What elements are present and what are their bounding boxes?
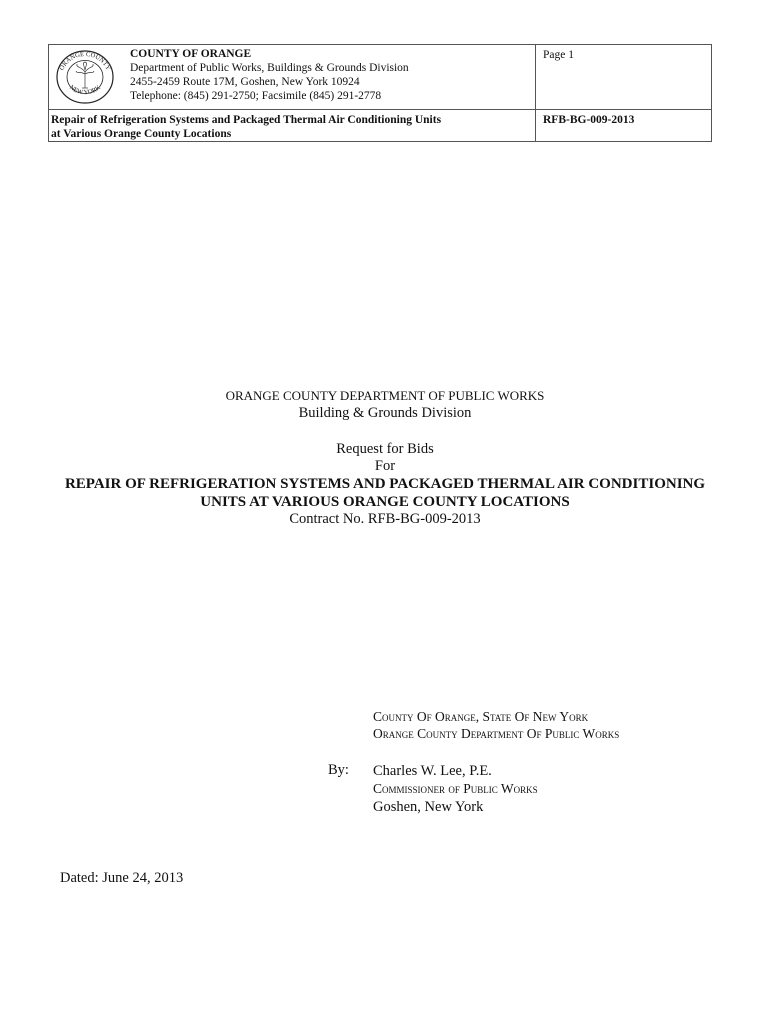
project-title-line-1: Repair of Refrigeration Systems and Packaged Thermal Air Conditioning Units [51, 114, 442, 126]
county-name: COUNTY OF ORANGE [130, 48, 252, 60]
rfb-number: RFB-BG-009-2013 [536, 110, 712, 142]
authority-line-2: Orange County Department Of Public Works [373, 726, 620, 741]
by-label: By: [328, 762, 349, 778]
signatory-name: Charles W. Lee, P.E. [373, 763, 492, 779]
signatory-title: Commissioner of Public Works [373, 781, 538, 796]
bid-title-line-2: UNITS AT VARIOUS ORANGE COUNTY LOCATIONS [200, 494, 570, 510]
phone-fax: Telephone: (845) 291-2750; Facsimile (845) 291-2778 [130, 90, 382, 102]
project-title-line-2: at Various Orange County Locations [51, 128, 232, 140]
organization-cell [49, 45, 536, 110]
contract-number: Contract No. RFB-BG-009-2013 [289, 511, 481, 527]
bid-title-line-1: REPAIR OF REFRIGERATION SYSTEMS AND PACKAGED THERMAL AIR CONDITIONING [64, 476, 706, 492]
for-label: For [374, 458, 396, 474]
seal-bottom-text: NEW YORK [67, 84, 103, 97]
county-seal-icon [54, 48, 116, 106]
project-title [49, 110, 536, 142]
seal-top-text: ORANGE COUNTY [58, 50, 112, 72]
signatory-location: Goshen, New York [373, 799, 484, 815]
organization-info [130, 47, 409, 103]
issuing-authority [373, 708, 619, 742]
division-name: Building & Grounds Division [298, 405, 472, 421]
authority-line-1: County Of Orange, State Of New York [373, 709, 589, 724]
page-number: Page 1 [536, 45, 712, 110]
signatory [373, 762, 538, 816]
request-for-bids: Request for Bids [336, 441, 434, 457]
department-name: Department of Public Works, Buildings & Grounds Division [130, 62, 409, 74]
document-header [48, 44, 712, 142]
address: 2455-2459 Route 17M, Goshen, New York 10924 [130, 76, 360, 88]
department-heading: ORANGE COUNTY DEPARTMENT OF PUBLIC WORKS [225, 388, 545, 403]
date-line: Dated: June 24, 2013 [60, 870, 184, 886]
